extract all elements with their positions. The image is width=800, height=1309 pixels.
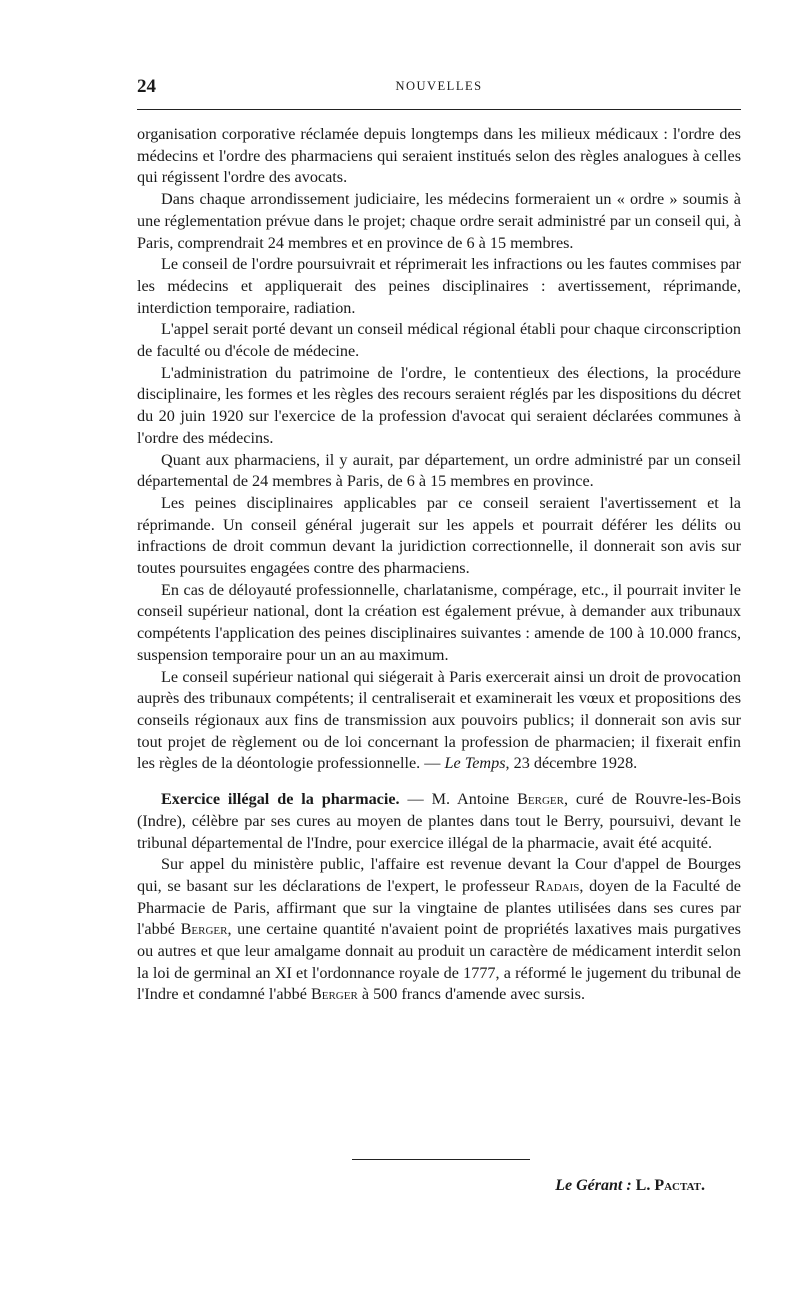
appel-text-c: , une certaine quantité n'avaient point de propriétés laxatives mais purgatives ou autres et que leur amalgame donnait au produit un caractère de médicament interdit selon la loi de germinal an XI et l'ordonnance royale de 1777, a réformé le jugement du tribunal de l'Indre et condamné l'abbé <box>137 920 741 1004</box>
running-title: NOUVELLES <box>395 79 483 93</box>
header-rule <box>137 109 741 110</box>
paragraph-conseil-ordre: Le conseil de l'ordre poursuivrait et réprimerait les infractions ou les fautes commises par les médecins et appliquerait des peines disciplinaires : avertissement, réprimande, interdiction temporaire, radiation. <box>137 255 741 317</box>
paragraph-appel: L'appel serait porté devant un conseil médical régional établi pour chaque circonscription de faculté ou d'école de médecine. <box>137 320 741 361</box>
name-berger: Berger <box>517 790 564 809</box>
name-berger-2: Berger <box>180 920 228 939</box>
page-number: 24 <box>137 76 156 97</box>
paragraph-appel-bourges <box>137 854 741 1006</box>
conseil-superieur-text: Le conseil supérieur national qui siégerait à Paris exercerait ainsi un droit de provocation auprès des tribunaux compétents; il centraliserait et examinerait les vœux et propositions des conseils régionaux aux fins de transmission aux pouvoirs publics; il donnerait son avis sur tout projet de règlement ou de loi concernant la profession de pharmacien; il fixerait enfin les règles de la déontologie professionnelle. — <box>137 667 741 773</box>
page-header <box>137 76 741 100</box>
signature-role: Le Gérant : <box>555 1177 632 1194</box>
appel-text-b: , doyen de la Faculté de Pharmacie de Paris, affirmant que sur la vingtaine de plantes utilisées dans ses cures par l'abbé <box>137 876 741 939</box>
appel-text-a: Sur appel du ministère public, l'affaire est revenue devant la Cour d'appel de Bourges qui, se basant sur les déclarations de l'expert, le professeur <box>137 855 741 895</box>
section-gap <box>137 775 741 789</box>
exercice-text-a: — M. Antoine <box>399 790 518 809</box>
paragraph-peines: Les peines disciplinaires applicables par ce conseil seraient l'avertissement et la réprimande. Un conseil général jugerait sur les appels et pourrait déférer les délits ou infractions de droit commun devant la juridiction correctionnelle, il donnerait son avis sur toutes poursuites engagées contre des pharmaciens. <box>137 493 741 578</box>
source-date: , 23 décembre 1928. <box>505 754 638 773</box>
name-berger-3: Berger <box>310 985 358 1004</box>
signature <box>555 1177 705 1195</box>
paragraph-pharmaciens: Quant aux pharmaciens, il y aurait, par département, un ordre administré par un conseil départemental de 24 membres à Paris, de 6 à 15 membres en province. <box>137 450 741 491</box>
paragraph-conseil-superieur <box>137 667 741 776</box>
footer-rule <box>352 1159 530 1160</box>
paragraph-administration: L'administration du patrimoine de l'ordre, le contentieux des élections, la procédure disciplinaire, les formes et les règles des recours seraient réglés par les dispositions du décret du 20 juin 1920 sur l'exercice de la profession d'avocat qui seraient déclarées communes à l'ordre des médecins. <box>137 363 741 447</box>
paragraph-arrondissement: Dans chaque arrondissement judiciaire, les médecins formeraient un « ordre » soumis à une réglementation prévue dans le projet; chaque ordre serait administré par un conseil qui, à Paris, comprendrait 24 membres et en province de 6 à 15 membres. <box>137 190 741 252</box>
source-citation: Le Temps <box>444 754 506 773</box>
section-title: Exercice illégal de la pharmacie. <box>161 790 400 809</box>
exercice-text-b: , curé de Rouvre-les-Bois (Indre), célèbre par ses cures au moyen de plantes dans tout le Berry, poursuivi, devant le tribunal départemental de l'Indre, pour exercice illégal de la pharmacie, avait été acquité. <box>137 790 741 852</box>
paragraph-exercice-illegal <box>137 789 741 854</box>
name-radais: Radais <box>535 876 580 895</box>
article-body <box>137 124 741 1006</box>
paragraph-deloyaute: En cas de déloyauté professionnelle, charlatanisme, compérage, etc., il pourrait inviter le conseil supérieur national, dont la création est également prévue, à demander aux tribunaux compétents l'application des peines disciplinaires suivantes : amende de 100 à 10.000 francs, suspension temporaire pour un an au maximum. <box>137 580 741 664</box>
signature-name: L. Pactat. <box>635 1177 705 1194</box>
appel-text-d: à 500 francs d'amende avec sursis. <box>357 985 586 1004</box>
paragraph-ordre-intro: organisation corporative réclamée depuis longtemps dans les milieux médicaux : l'ordre des médecins et l'ordre des pharmaciens qui seraient institués selon des règles analogues à celles qui régissent l'ordre des avocats. <box>137 125 741 187</box>
